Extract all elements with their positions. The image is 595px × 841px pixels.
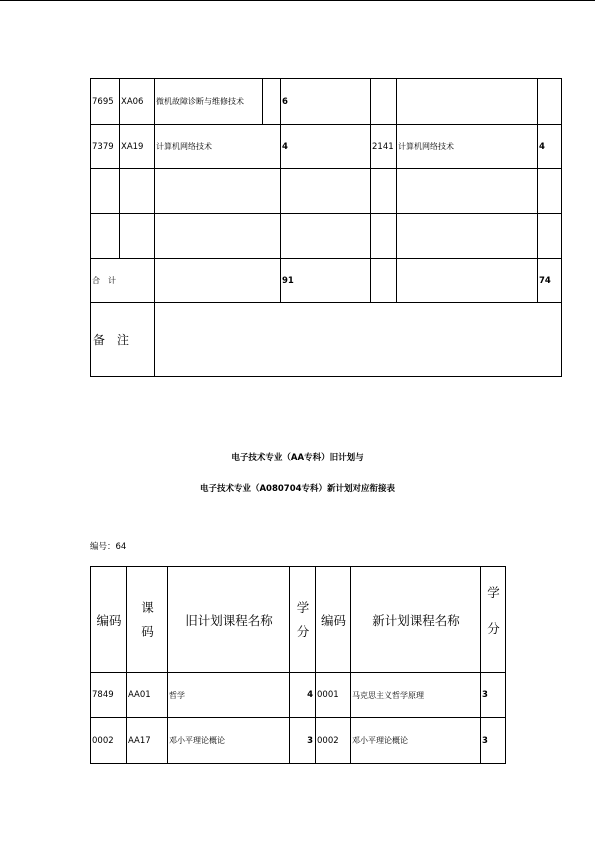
- new-credit-cell: [538, 79, 562, 125]
- course-mapping-table: [90, 566, 506, 764]
- section-title-line-1: 电子技术专业（AA专科）旧计划与: [231, 453, 364, 463]
- new-code-cell: [371, 169, 397, 214]
- new-code-cell: 0002: [316, 718, 351, 764]
- old-course-name-cell: 哲学: [168, 673, 290, 718]
- serial-number: 编号：64: [90, 542, 127, 552]
- total-new-credit: 74: [538, 259, 562, 303]
- header-course-code-line-2: 码: [141, 623, 154, 639]
- old-code-cell: 0002: [91, 718, 127, 764]
- old-credit-cell: [281, 169, 371, 214]
- table-row: [91, 214, 562, 259]
- new-course-name-cell: 计算机网络技术: [397, 125, 538, 169]
- old-code-cell: [91, 214, 120, 259]
- header-new-course-name: 新计划课程名称: [351, 567, 481, 673]
- header-new-credit-line-1: 学: [487, 585, 500, 600]
- old-credit-cell: 4: [290, 673, 316, 718]
- table-row: [91, 125, 562, 169]
- header-credit-line-2: 分: [296, 623, 310, 639]
- table-row: [91, 79, 562, 125]
- old-course-name-cell: [155, 169, 281, 214]
- table-row: [91, 718, 506, 764]
- old-course-code-cell: AA01: [127, 673, 168, 718]
- old-credit-cell: 6: [281, 79, 371, 125]
- old-course-name-cell: 计算机网络技术: [155, 125, 281, 169]
- new-course-name-cell: 马克思主义哲学原理: [351, 673, 481, 718]
- header-course-code: [127, 567, 168, 673]
- old-course-name-cell: 邓小平理论概论: [168, 718, 290, 764]
- header-old-course-name: 旧计划课程名称: [168, 567, 290, 673]
- new-credit-cell: 3: [481, 673, 506, 718]
- table-row: [91, 673, 506, 718]
- page-top-rule: [0, 0, 595, 1]
- new-course-name-cell: [397, 214, 538, 259]
- total-row: [91, 259, 562, 303]
- total-label: 合 计: [91, 259, 155, 303]
- old-credit-cell: 4: [281, 125, 371, 169]
- old-code-cell: 7379: [91, 125, 120, 169]
- course-mapping-table-continued: [90, 78, 562, 377]
- old-code-cell: 7695: [91, 79, 120, 125]
- old-course-code-cell: [120, 169, 155, 214]
- table-row: [91, 169, 562, 214]
- new-course-name-cell: [397, 169, 538, 214]
- header-credit-line-1: 学: [296, 599, 310, 615]
- old-code-cell: 7849: [91, 673, 127, 718]
- header-new-credit: [481, 567, 506, 673]
- section-title-line-2: 电子技术专业（A080704专科）新计划对应衔接表: [199, 484, 396, 494]
- new-code-cell: 0001: [316, 673, 351, 718]
- old-course-name-cell: 微机故障诊断与维修技术: [155, 79, 263, 125]
- old-course-code-cell: [120, 214, 155, 259]
- empty-cell: [263, 79, 281, 125]
- new-code-cell: [371, 214, 397, 259]
- new-course-name-cell: 邓小平理论概论: [351, 718, 481, 764]
- remark-row: [91, 303, 562, 377]
- old-credit-cell: [281, 214, 371, 259]
- remark-content: [155, 303, 562, 377]
- new-code-cell: [371, 79, 397, 125]
- old-credit-cell: 3: [290, 718, 316, 764]
- old-course-name-cell: [155, 214, 281, 259]
- header-code: 编码: [91, 567, 127, 673]
- new-credit-cell: 4: [538, 125, 562, 169]
- old-course-code-cell: AA17: [127, 718, 168, 764]
- new-code-cell: 2141: [371, 125, 397, 169]
- old-code-cell: [91, 169, 120, 214]
- header-credit: [290, 567, 316, 673]
- old-course-code-cell: XA06: [120, 79, 155, 125]
- empty-cell: [155, 259, 281, 303]
- new-credit-cell: [538, 214, 562, 259]
- total-old-credit: 91: [281, 259, 371, 303]
- empty-cell: [397, 259, 538, 303]
- header-new-code: 编码: [316, 567, 351, 673]
- new-credit-cell: [538, 169, 562, 214]
- header-new-credit-line-2: 分: [487, 621, 500, 636]
- empty-cell: [371, 259, 397, 303]
- new-course-name-cell: [397, 79, 538, 125]
- header-course-code-line-1: 课: [141, 599, 154, 615]
- remark-label: 备 注: [91, 303, 155, 377]
- header-row: [91, 567, 506, 673]
- old-course-code-cell: XA19: [120, 125, 155, 169]
- new-credit-cell: 3: [481, 718, 506, 764]
